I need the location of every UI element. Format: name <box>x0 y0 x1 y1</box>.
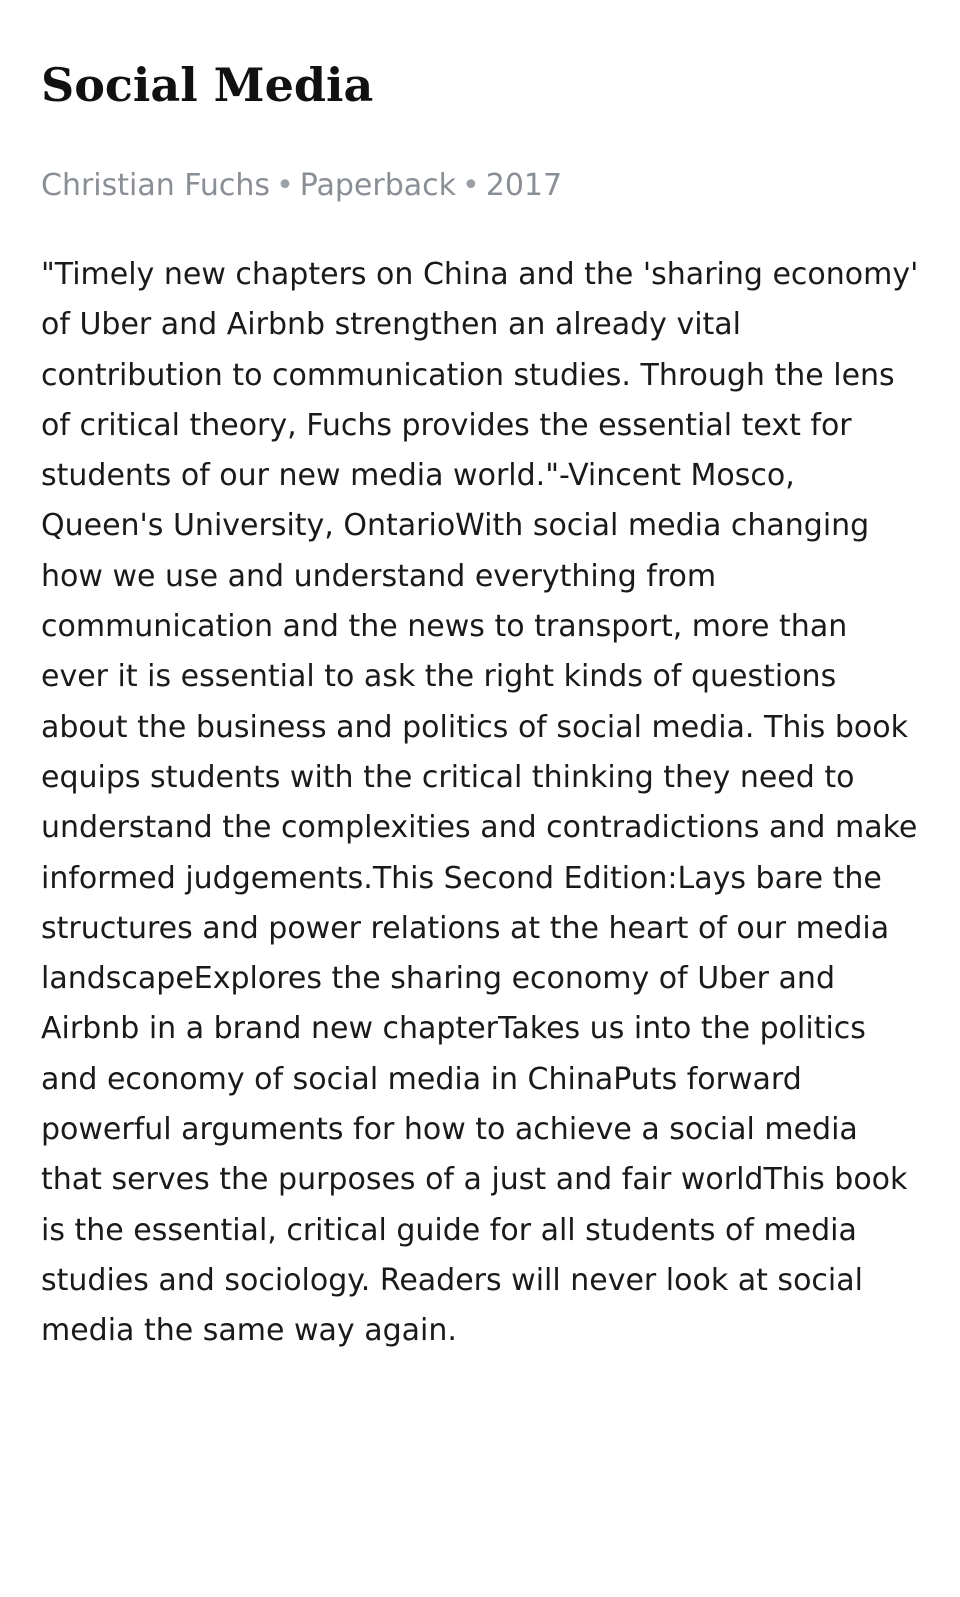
book-author: Christian Fuchs <box>41 168 271 203</box>
meta-separator: • <box>276 168 294 203</box>
book-meta <box>41 164 562 208</box>
meta-separator: • <box>462 168 480 203</box>
book-format: Paperback <box>299 168 457 203</box>
book-description: "Timely new chapters on China and the 'sharing economy' of Uber and Airbnb strengthen an already vital contribution to communication studies. Through the lens of critical theory, Fuchs provides the essential text for students of our new media world."-Vincent Mosco, Queen's University, OntarioWith social media changing how we use and understand everything from communication and the news to transport, more than ever it is essential to ask the right kinds of questions about the business and politics of social media. This book equips students with the critical thinking they need to understand the complexities and contradictions and make informed judgements.This Second Edition:Lays bare the structures and power relations at the heart of our media landscapeExplores the sharing economy of Uber and Airbnb in a brand new chapterTakes us into the politics and economy of social media in ChinaPuts forward powerful arguments for how to achieve a social media that serves the purposes of a just and fair worldThis book is the essential, critical guide for all students of media studies and sociology. Readers will never look at social media the same way again. <box>41 257 919 1349</box>
book-year: 2017 <box>485 168 563 203</box>
book-title: Social Media <box>41 58 374 112</box>
